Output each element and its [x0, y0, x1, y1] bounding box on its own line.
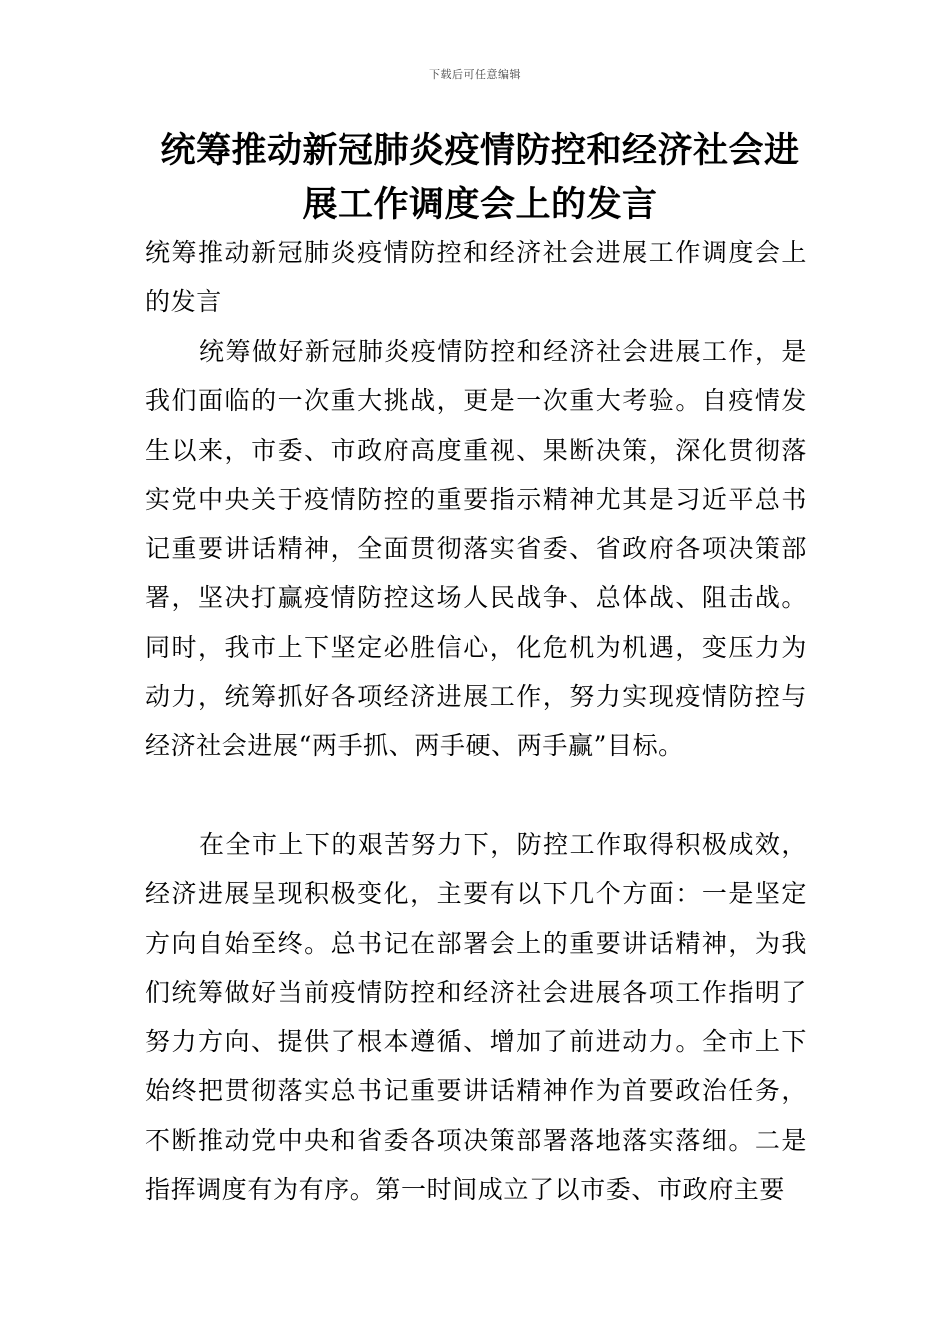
body-paragraph-1: 统筹做好新冠肺炎疫情防控和经济社会进展工作，是我们面临的一次重大挑战，更是一次重大考验。自疫情发生以来，市委、市政府高度重视、果断决策，深化贯彻落实党中央关于疫情防控的重要指示精神尤其是习近平总书记重要讲话精神，全面贯彻落实省委、省政府各项决策部署，坚决打赢疫情防控这场人民战争、总体战、阻击战。同时，我市上下坚定必胜信心，化危机为机遇，变压力为动力，统筹抓好各项经济进展工作，努力实现疫情防控与经济社会进展“两手抓、两手硬、两手赢”目标。 — [145, 337, 807, 761]
body-paragraph-2: 在全市上下的艰苦努力下，防控工作取得积极成效，经济进展呈现积极变化，主要有以下几个方面：一是坚定方向自始至终。总书记在部署会上的重要讲话精神，为我们统筹做好当前疫情防控和经济社会进展各项工作指明了努力方向、提供了根本遵循、增加了前进动力。全市上下始终把贯彻落实总书记重要讲话精神作为首要政治任务，不断推动党中央和省委各项决策部署落地落实落细。二是指挥调度有为有序。第一时间成立了以市委、市政府主要 — [145, 830, 807, 1205]
page-title: 统筹推动新冠肺炎疫情防控和经济社会进展工作调度会上的发言 — [160, 131, 800, 225]
document-subtitle: 统筹推动新冠肺炎疫情防控和经济社会进展工作调度会上的发言 — [145, 238, 807, 317]
header-note: 下载后可任意编辑 — [429, 68, 521, 81]
